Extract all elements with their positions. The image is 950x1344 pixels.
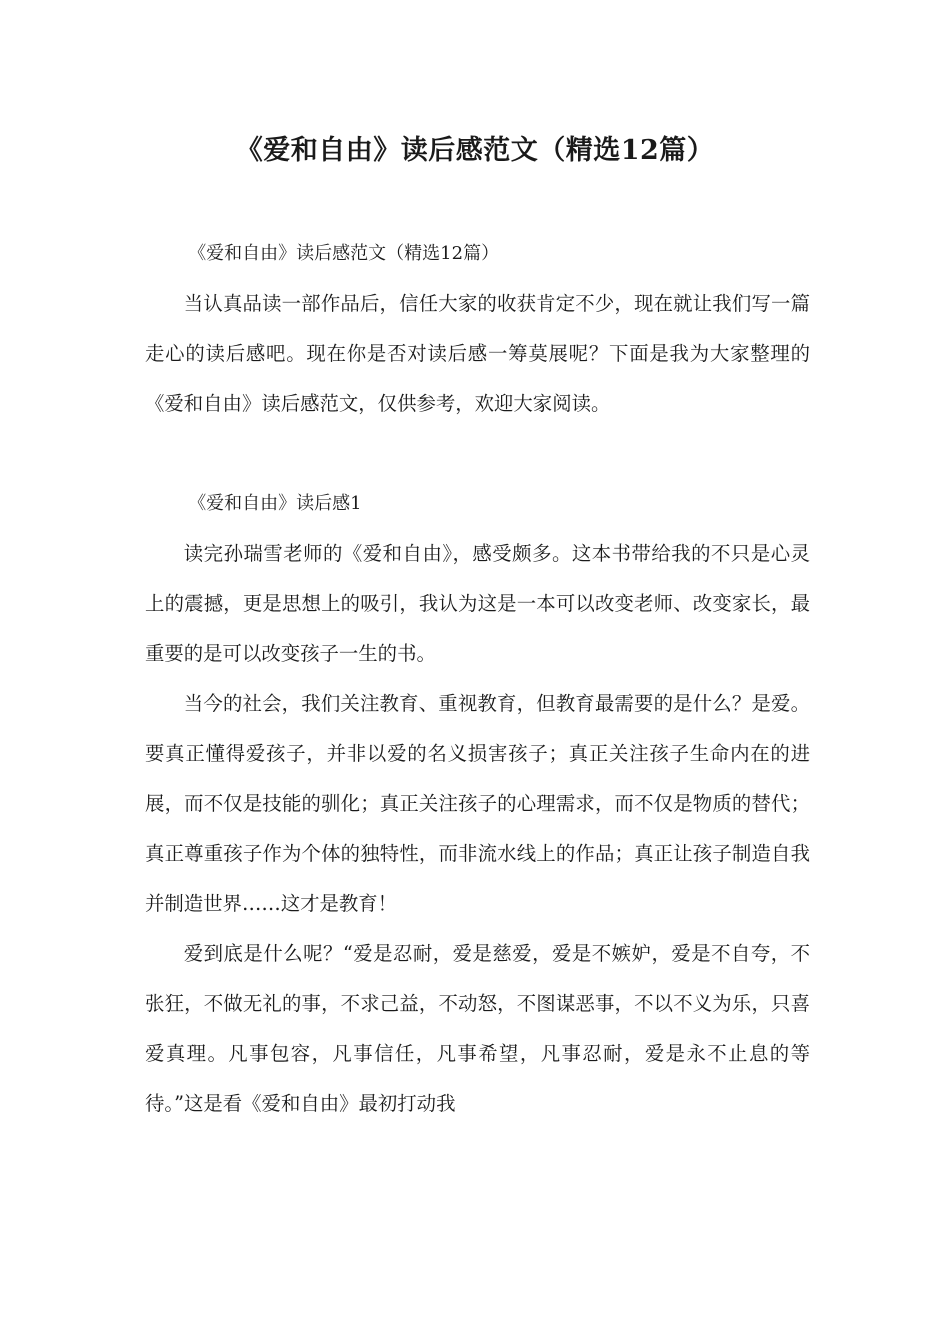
intro-paragraph: 当认真品读一部作品后，信任大家的收获肯定不少，现在就让我们写一篇走心的读后感吧。现在你是否对读后感一筹莫展呢？下面是我为大家整理的《爱和自由》读后感范文，仅供参考，欢迎大家阅读。: [145, 292, 810, 415]
document-body: [145, 229, 810, 1129]
section-1-heading: 《爱和自由》读后感1: [188, 493, 362, 514]
section-1-paragraph-2: 当今的社会，我们关注教育、重视教育，但教育最需要的是什么？是爱。要真正懂得爱孩子，并非以爱的名义损害孩子；真正关注孩子生命内在的进展，而不仅是技能的驯化；真正关注孩子的心理需求，而不仅是物质的替代；真正尊重孩子作为个体的独特性，而非流水线上的作品；真正让孩子制造自我并制造世界……这才是教育！: [145, 692, 810, 915]
section-1-paragraph-1: 读完孙瑞雪老师的《爱和自由》，感受颇多。这本书带给我的不只是心灵上的震撼，更是思想上的吸引，我认为这是一本可以改变老师、改变家长，最重要的是可以改变孩子一生的书。: [145, 542, 810, 665]
section-1-paragraph-3: 爱到底是什么呢？“爱是忍耐，爱是慈爱，爱是不嫉妒，爱是不自夸，不张狂，不做无礼的事，不求己益，不动怒，不图谋恶事，不以不义为乐，只喜爱真理。凡事包容，凡事信任，凡事希望，凡事忍耐，爱是永不止息的等待。”这是看《爱和自由》最初打动我: [145, 942, 810, 1115]
intro-heading: 《爱和自由》读后感范文（精选12篇）: [188, 243, 500, 264]
document-title: 《爱和自由》读后感范文（精选12篇）: [235, 135, 715, 166]
section-spacer: [145, 429, 810, 479]
